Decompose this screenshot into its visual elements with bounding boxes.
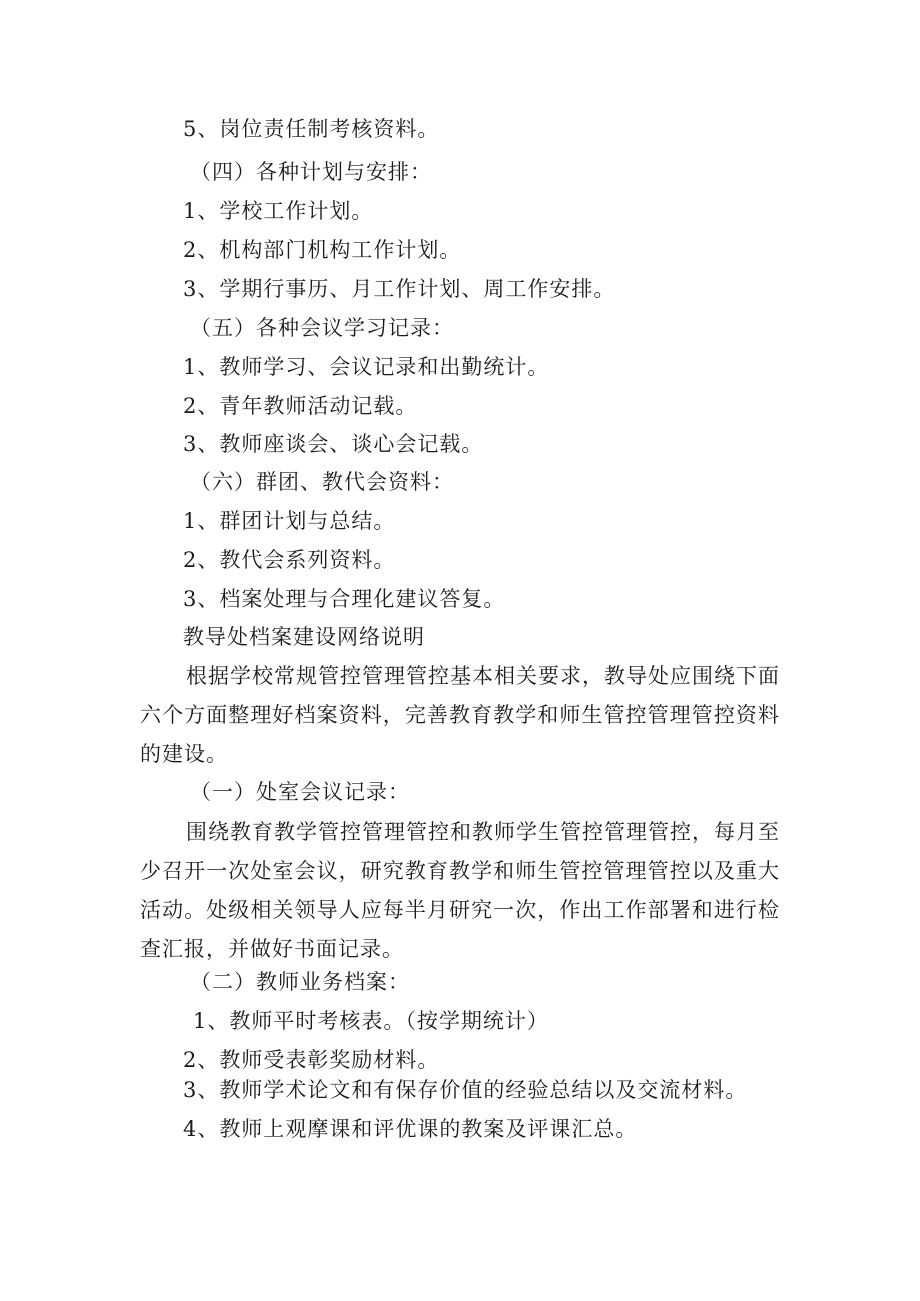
section-heading: （一）处室会议记录：	[190, 780, 410, 804]
list-item: 3、教师学术论文和有保存价值的经验总结以及交流材料。	[183, 1078, 748, 1102]
list-item: 1、群团计划与总结。	[183, 509, 396, 533]
list-item: 5、岗位责任制考核资料。	[183, 117, 440, 141]
section-heading: （四）各种计划与安排：	[190, 160, 432, 184]
section-heading: （二）教师业务档案：	[190, 970, 410, 994]
list-item: 4、教师上观摩课和评优课的教案及评课汇总。	[183, 1117, 638, 1141]
list-item: 3、学期行事历、月工作计划、周工作安排。	[183, 277, 616, 301]
meeting-paragraph: 围绕教育教学管控管理管控和教师学生管控管理管控，每月至少召开一次处室会议，研究教育教学和师生管控管理管控以及重大活动。处级相关领导人应每半月研究一次，作出工作部署和进行检查汇报，并做好书面记录。	[140, 820, 780, 961]
list-item: 2、机构部门机构工作计划。	[183, 238, 462, 262]
document-title: 教导处档案建设网络说明	[183, 625, 425, 649]
section-heading: （五）各种会议学习记录：	[190, 316, 454, 340]
list-item: 1、教师学习、会议记录和出勤统计。	[183, 355, 550, 379]
list-item: 2、教代会系列资料。	[183, 548, 396, 572]
list-item: 3、教师座谈会、谈心会记载。	[183, 432, 484, 456]
list-item: 1、学校工作计划。	[183, 199, 374, 223]
list-item: 1、教师平时考核表。（按学期统计）	[193, 1009, 549, 1033]
list-item: 3、档案处理与合理化建议答复。	[183, 587, 506, 611]
section-heading: （六）群团、教代会资料：	[190, 470, 454, 494]
list-item: 2、青年教师活动记载。	[183, 394, 418, 418]
list-item: 2、教师受表彰奖励材料。	[183, 1048, 440, 1072]
intro-paragraph: 根据学校常规管控管理管控基本相关要求，教导处应围绕下面六个方面整理好档案资料，完善教育教学和师生管控管理管控资料的建设。	[140, 664, 780, 766]
